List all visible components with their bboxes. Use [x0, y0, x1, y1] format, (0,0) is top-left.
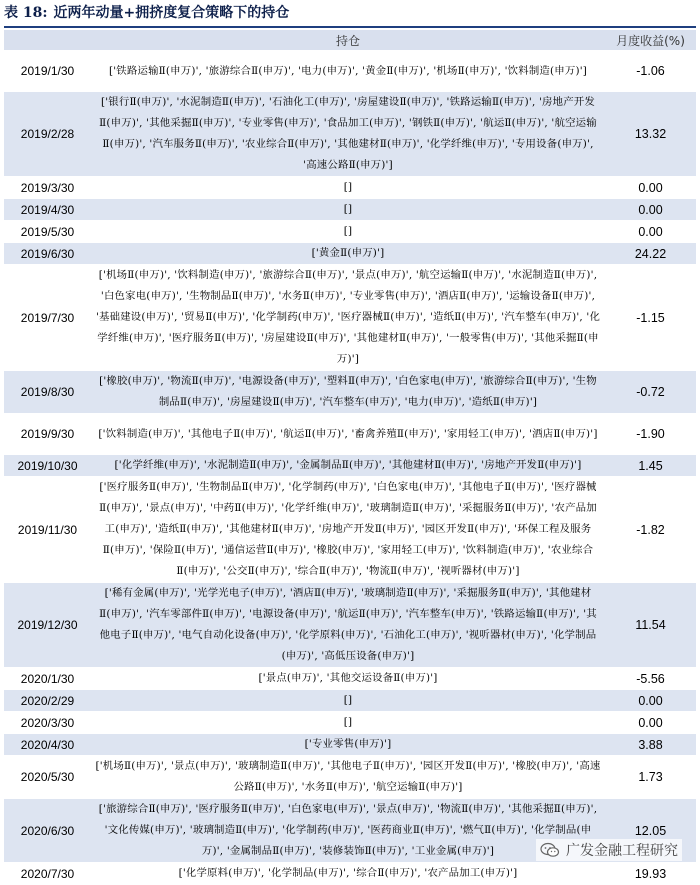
wechat-icon	[540, 842, 560, 858]
cell-holdings: ['银行Ⅱ(申万)', '水泥制造Ⅱ(申万)', '石油化工(申万)', '房屋建设Ⅱ(申万)', '铁路运输Ⅱ(申万)', '房地产开发Ⅱ(申万)', '其他采掘Ⅱ(申万)', '专业零售(申万)', '食品加工(申万)', '钢铁Ⅱ(申万)', '航运Ⅱ(申万)', '航空运输Ⅱ(申万)', '汽车服务Ⅱ(申万)', '农业综合Ⅱ(申万)', '其他建材Ⅱ(申万)', '化学纤维(申万)', '专用设备(申万)', '高速公路Ⅱ(申万)']	[91, 92, 605, 177]
cell-return: -1.90	[605, 414, 696, 455]
cell-date: 2020/2/29	[4, 690, 91, 712]
watermark-text: 广发金融工程研究	[566, 843, 678, 859]
cell-holdings: []	[91, 712, 605, 734]
cell-return: 0.00	[605, 177, 696, 199]
cell-return: -5.56	[605, 668, 696, 690]
cell-date: 2019/1/30	[4, 51, 91, 92]
table-row	[4, 477, 696, 583]
table-row	[4, 690, 696, 712]
cell-holdings: ['景点(申万)', '其他交运设备Ⅱ(申万)']	[91, 668, 605, 690]
cell-date: 2019/7/30	[4, 265, 91, 371]
header-return: 月度收益(%)	[605, 30, 696, 51]
cell-holdings: ['化学原料(申万)', '化学制品(申万)', '综合Ⅱ(申万)', '农产品加工(申万)']	[91, 863, 605, 885]
cell-holdings: ['铁路运输Ⅱ(申万)', '旅游综合Ⅱ(申万)', '电力(申万)', '黄金Ⅱ(申万)', '机场Ⅱ(申万)', '饮料制造(申万)']	[91, 51, 605, 92]
cell-return: 0.00	[605, 221, 696, 243]
table-row	[4, 265, 696, 371]
cell-return: 3.88	[605, 734, 696, 756]
cell-holdings: ['化学纤维(申万)', '水泥制造Ⅱ(申万)', '金属制品Ⅱ(申万)', '其他建材Ⅱ(申万)', '房地产开发Ⅱ(申万)']	[91, 455, 605, 477]
table-row	[4, 583, 696, 668]
header-holdings: 持仓	[91, 30, 605, 51]
cell-date: 2019/2/28	[4, 92, 91, 177]
cell-return: -1.06	[605, 51, 696, 92]
cell-holdings: ['橡胶(申万)', '物流Ⅱ(申万)', '电源设备(申万)', '塑料Ⅱ(申万)', '白色家电(申万)', '旅游综合Ⅱ(申万)', '生物制品Ⅱ(申万)', '房屋建设Ⅱ(申万)', '汽车整车(申万)', '电力(申万)', '造纸Ⅱ(申万)']	[91, 371, 605, 414]
table-number: 表 18:	[4, 5, 48, 21]
cell-return: 11.54	[605, 583, 696, 668]
cell-holdings: ['黄金Ⅱ(申万)']	[91, 243, 605, 265]
cell-date: 2019/3/30	[4, 177, 91, 199]
cell-return: 1.73	[605, 756, 696, 799]
cell-return: 0.00	[605, 199, 696, 221]
cell-date: 2019/10/30	[4, 455, 91, 477]
table-caption: 近两年动量+拥挤度复合策略下的持仓	[53, 5, 290, 21]
cell-date: 2020/3/30	[4, 712, 91, 734]
cell-date: 2019/5/30	[4, 221, 91, 243]
cell-date: 2019/8/30	[4, 371, 91, 414]
cell-date: 2019/4/30	[4, 199, 91, 221]
cell-return: 13.32	[605, 92, 696, 177]
cell-date: 2020/5/30	[4, 756, 91, 799]
table-row	[4, 177, 696, 199]
cell-holdings: ['医疗服务Ⅱ(申万)', '生物制品Ⅱ(申万)', '化学制药(申万)', '白色家电(申万)', '其他电子Ⅱ(申万)', '医疗器械Ⅱ(申万)', '景点(申万)', '中药Ⅱ(申万)', '化学纤维(申万)', '玻璃制造Ⅱ(申万)', '采掘服务Ⅱ(申万)', '农产品加工(申万)', '造纸Ⅱ(申万)', '其他建材Ⅱ(申万)', '房地产开发Ⅱ(申万)', '园区开发Ⅱ(申万)', '环保工程及服务Ⅱ(申万)', '保险Ⅱ(申万)', '通信运营Ⅱ(申万)', '橡胶(申万)', '家用轻工(申万)', '饮料制造(申万)', '农业综合Ⅱ(申万)', '公交Ⅱ(申万)', '综合Ⅱ(申万)', '物流Ⅱ(申万)', '视听器材(申万)']	[91, 477, 605, 583]
cell-return: -1.15	[605, 265, 696, 371]
cell-holdings: ['稀有金属(申万)', '光学光电子(申万)', '酒店Ⅱ(申万)', '玻璃制造Ⅱ(申万)', '采掘服务Ⅱ(申万)', '其他建材Ⅱ(申万)', '汽车零部件Ⅱ(申万)', '电源设备(申万)', '航运Ⅱ(申万)', '汽车整车(申万)', '铁路运输Ⅱ(申万)', '其他电子Ⅱ(申万)', '电气自动化设备(申万)', '化学原料(申万)', '石油化工(申万)', '视听器材(申万)', '化学制品(申万)', '高低压设备(申万)']	[91, 583, 605, 668]
cell-holdings: ['机场Ⅱ(申万)', '景点(申万)', '玻璃制造Ⅱ(申万)', '其他电子Ⅱ(申万)', '园区开发Ⅱ(申万)', '橡胶(申万)', '高速公路Ⅱ(申万)', '水务Ⅱ(申万)', '航空运输Ⅱ(申万)']	[91, 756, 605, 799]
table-row	[4, 199, 696, 221]
cell-return: 12.05	[605, 799, 696, 863]
cell-holdings: []	[91, 199, 605, 221]
watermark	[536, 839, 682, 861]
table-row	[4, 371, 696, 414]
cell-holdings: ['专业零售(申万)']	[91, 734, 605, 756]
table-row	[4, 668, 696, 690]
table-row	[4, 712, 696, 734]
cell-return: -0.72	[605, 371, 696, 414]
cell-date: 2020/4/30	[4, 734, 91, 756]
table-row	[4, 221, 696, 243]
cell-holdings: ['旅游综合Ⅱ(申万)', '医疗服务Ⅱ(申万)', '白色家电(申万)', '景点(申万)', '物流Ⅱ(申万)', '其他采掘Ⅱ(申万)', '文化传媒(申万)', '玻璃制造Ⅱ(申万)', '化学制药(申万)', '医药商业Ⅱ(申万)', '燃气Ⅱ(申万)', '化学制品(申万)', '金属制品Ⅱ(申万)', '装修装饰Ⅱ(申万)', '工业金属(申万)']	[91, 799, 605, 863]
cell-holdings: []	[91, 177, 605, 199]
cell-return: 24.22	[605, 243, 696, 265]
table-title	[4, 0, 696, 28]
table-row	[4, 734, 696, 756]
table-row	[4, 756, 696, 799]
cell-holdings: ['机场Ⅱ(申万)', '饮料制造(申万)', '旅游综合Ⅱ(申万)', '景点(申万)', '航空运输Ⅱ(申万)', '水泥制造Ⅱ(申万)', '白色家电(申万)', '生物制品Ⅱ(申万)', '水务Ⅱ(申万)', '专业零售(申万)', '酒店Ⅱ(申万)', '运输设备Ⅱ(申万)', '基础建设(申万)', '贸易Ⅱ(申万)', '化学制药(申万)', '医疗器械Ⅱ(申万)', '造纸Ⅱ(申万)', '汽车整车(申万)', '化学纤维(申万)', '医疗服务Ⅱ(申万)', '房屋建设Ⅱ(申万)', '其他建材Ⅱ(申万)', '一般零售(申万)', '其他采掘Ⅱ(申万)']	[91, 265, 605, 371]
cell-return: 1.45	[605, 455, 696, 477]
cell-date: 2020/1/30	[4, 668, 91, 690]
table-row	[4, 92, 696, 177]
table-row	[4, 455, 696, 477]
cell-holdings: ['饮料制造(申万)', '其他电子Ⅱ(申万)', '航运Ⅱ(申万)', '畜禽养殖Ⅱ(申万)', '家用轻工(申万)', '酒店Ⅱ(申万)']	[91, 414, 605, 455]
header-date	[4, 30, 91, 51]
cell-return: -1.82	[605, 477, 696, 583]
cell-return: 19.93	[605, 863, 696, 885]
table-row	[4, 51, 696, 92]
table-row	[4, 863, 696, 885]
cell-holdings: []	[91, 221, 605, 243]
table-row	[4, 414, 696, 455]
cell-date: 2019/11/30	[4, 477, 91, 583]
cell-holdings: []	[91, 690, 605, 712]
table-row	[4, 243, 696, 265]
cell-date: 2019/12/30	[4, 583, 91, 668]
cell-date: 2020/7/30	[4, 863, 91, 885]
cell-return: 0.00	[605, 712, 696, 734]
cell-date: 2019/6/30	[4, 243, 91, 265]
cell-return: 0.00	[605, 690, 696, 712]
table-header-row	[4, 30, 696, 51]
holdings-table	[4, 30, 696, 885]
cell-date: 2020/6/30	[4, 799, 91, 863]
cell-date: 2019/9/30	[4, 414, 91, 455]
